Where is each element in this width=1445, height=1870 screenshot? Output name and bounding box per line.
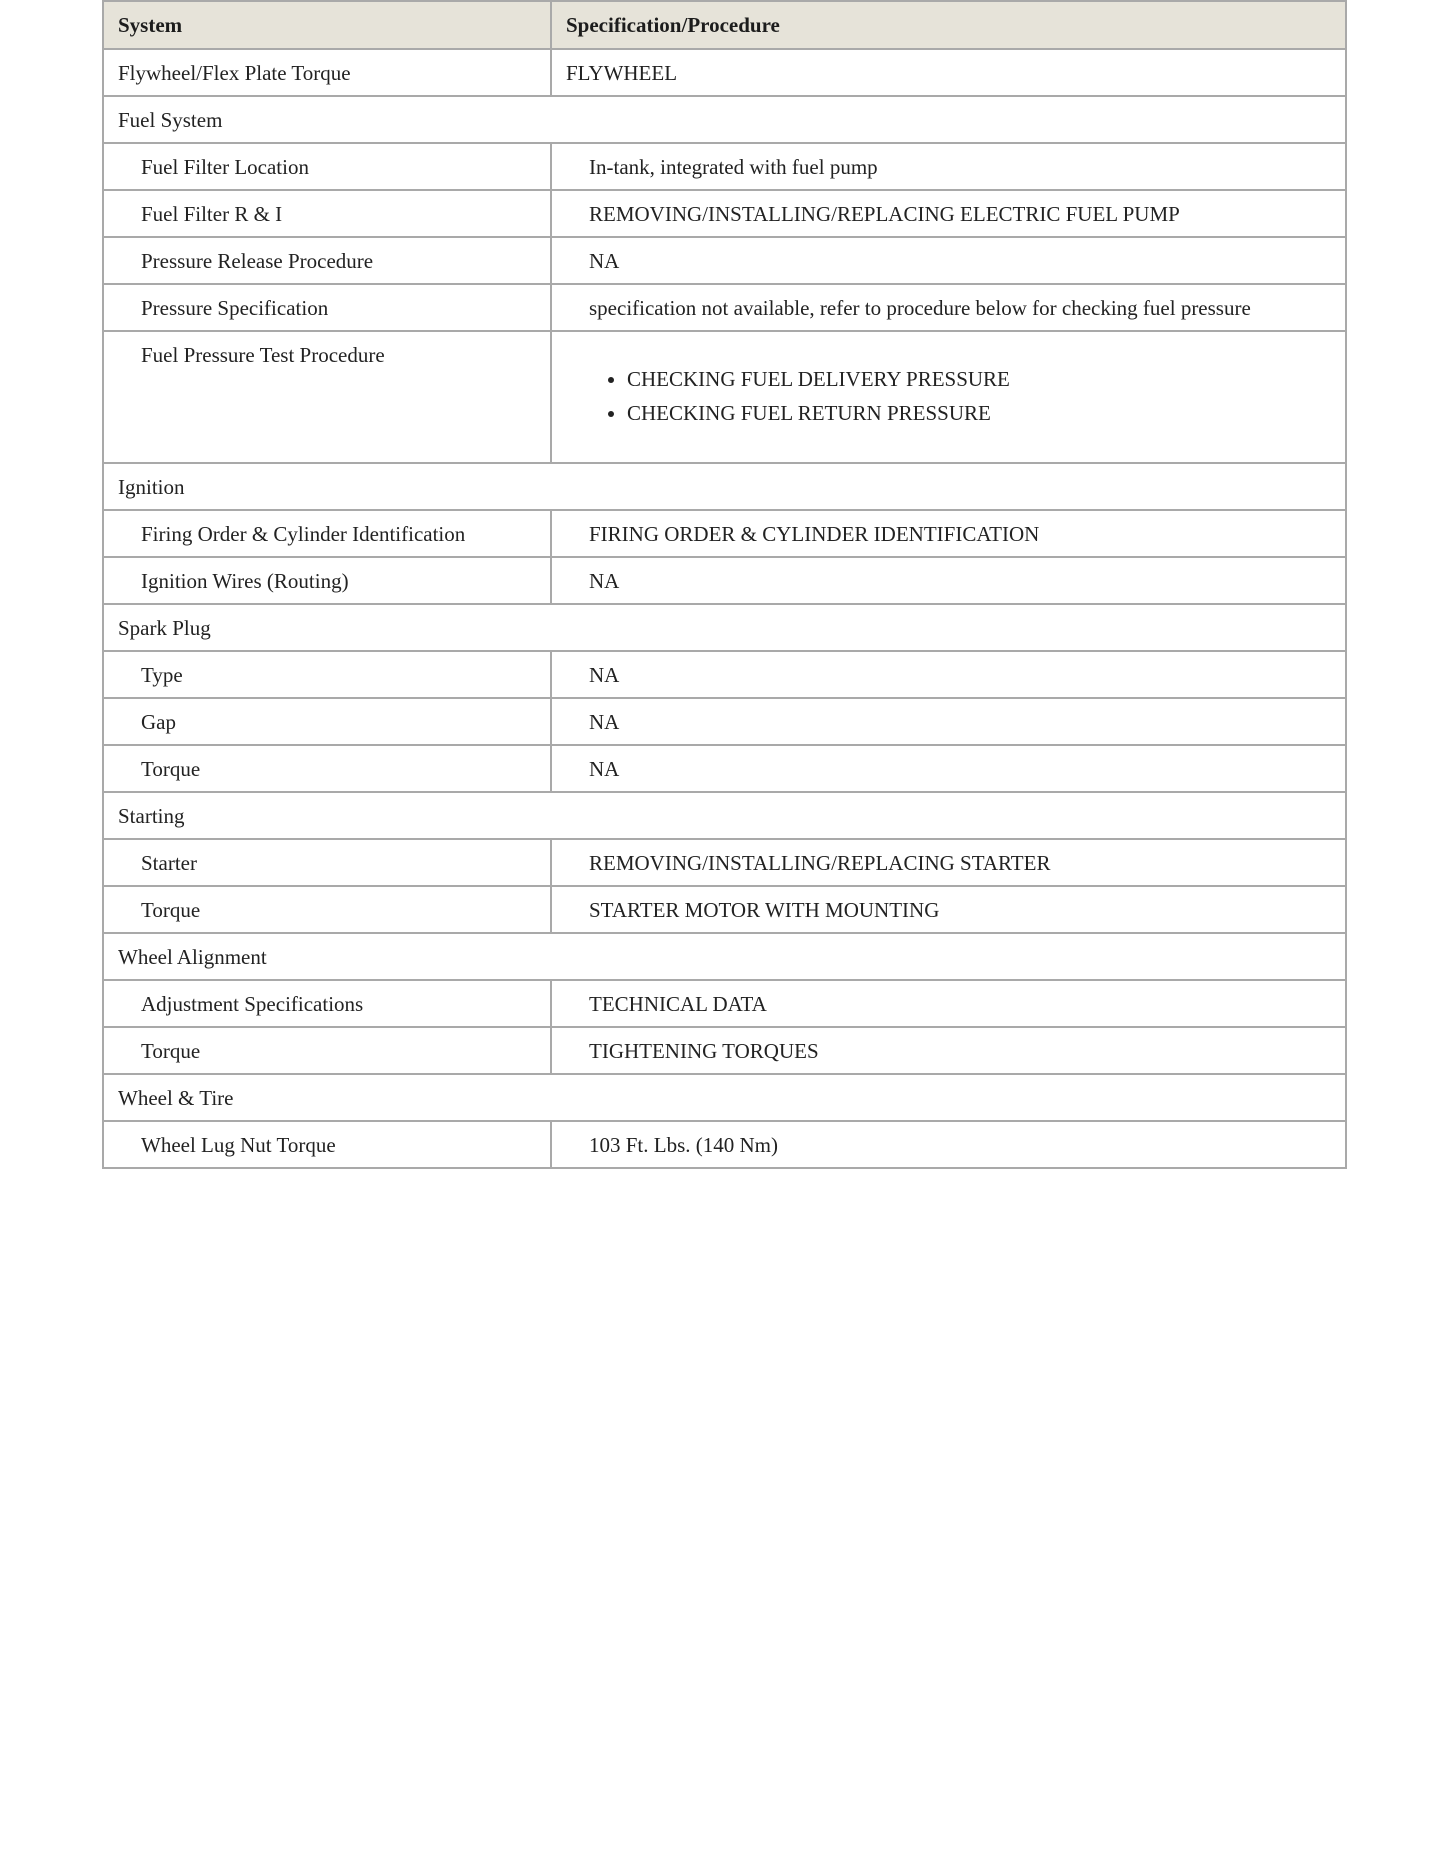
procedure-list xyxy=(589,362,1331,430)
row-value: TIGHTENING TORQUES xyxy=(551,1027,1346,1074)
row-label: Torque xyxy=(103,886,551,933)
table-row xyxy=(103,284,1346,331)
table-row xyxy=(103,557,1346,604)
row-value: REMOVING/INSTALLING/REPLACING STARTER xyxy=(551,839,1346,886)
section-wheel-tire: Wheel & Tire xyxy=(103,1074,1346,1121)
row-label: Fuel Filter Location xyxy=(103,143,551,190)
row-label: Fuel Filter R & I xyxy=(103,190,551,237)
row-label: Pressure Release Procedure xyxy=(103,237,551,284)
table-row xyxy=(103,237,1346,284)
row-value: FIRING ORDER & CYLINDER IDENTIFICATION xyxy=(551,510,1346,557)
header-specification: Specification/Procedure xyxy=(551,1,1346,49)
table-row xyxy=(103,510,1346,557)
list-item: • CHECKING FUEL DELIVERY PRESSURE xyxy=(627,362,1331,396)
table-row xyxy=(103,698,1346,745)
table-row xyxy=(103,49,1346,96)
row-label: Type xyxy=(103,651,551,698)
section-fuel-system: Fuel System xyxy=(103,96,1346,143)
table-row xyxy=(103,190,1346,237)
specification-table xyxy=(102,0,1347,1169)
row-label: Torque xyxy=(103,745,551,792)
list-item: • CHECKING FUEL RETURN PRESSURE xyxy=(627,396,1331,430)
table-header-row xyxy=(103,1,1346,49)
table-row xyxy=(103,143,1346,190)
section-wheel-alignment: Wheel Alignment xyxy=(103,933,1346,980)
row-value: FLYWHEEL xyxy=(551,49,1346,96)
row-value: NA xyxy=(551,698,1346,745)
row-value: NA xyxy=(551,557,1346,604)
section-row xyxy=(103,1074,1346,1121)
section-row xyxy=(103,604,1346,651)
row-value: specification not available, refer to procedure below for checking fuel pressure xyxy=(551,284,1346,331)
table-row xyxy=(103,839,1346,886)
row-value: TECHNICAL DATA xyxy=(551,980,1346,1027)
row-value: REMOVING/INSTALLING/REPLACING ELECTRIC FUEL PUMP xyxy=(551,190,1346,237)
row-value: NA xyxy=(551,237,1346,284)
row-value: In-tank, integrated with fuel pump xyxy=(551,143,1346,190)
row-label: Adjustment Specifications xyxy=(103,980,551,1027)
section-row xyxy=(103,933,1346,980)
table-row xyxy=(103,886,1346,933)
row-value-list xyxy=(551,331,1346,463)
row-label: Wheel Lug Nut Torque xyxy=(103,1121,551,1168)
section-ignition: Ignition xyxy=(103,463,1346,510)
section-row xyxy=(103,463,1346,510)
row-label: Torque xyxy=(103,1027,551,1074)
table-row xyxy=(103,331,1346,463)
section-row xyxy=(103,792,1346,839)
row-label: Ignition Wires (Routing) xyxy=(103,557,551,604)
table-row xyxy=(103,745,1346,792)
section-starting: Starting xyxy=(103,792,1346,839)
header-system: System xyxy=(103,1,551,49)
table-row xyxy=(103,651,1346,698)
section-spark-plug: Spark Plug xyxy=(103,604,1346,651)
row-value: NA xyxy=(551,745,1346,792)
row-label: Flywheel/Flex Plate Torque xyxy=(103,49,551,96)
row-label: Gap xyxy=(103,698,551,745)
row-label: Pressure Specification xyxy=(103,284,551,331)
table-row xyxy=(103,1121,1346,1168)
row-label: Starter xyxy=(103,839,551,886)
row-value: STARTER MOTOR WITH MOUNTING xyxy=(551,886,1346,933)
row-label: Fuel Pressure Test Procedure xyxy=(103,331,551,463)
row-label: Firing Order & Cylinder Identification xyxy=(103,510,551,557)
table-row xyxy=(103,1027,1346,1074)
row-value: 103 Ft. Lbs. (140 Nm) xyxy=(551,1121,1346,1168)
section-row xyxy=(103,96,1346,143)
row-value: NA xyxy=(551,651,1346,698)
table-row xyxy=(103,980,1346,1027)
